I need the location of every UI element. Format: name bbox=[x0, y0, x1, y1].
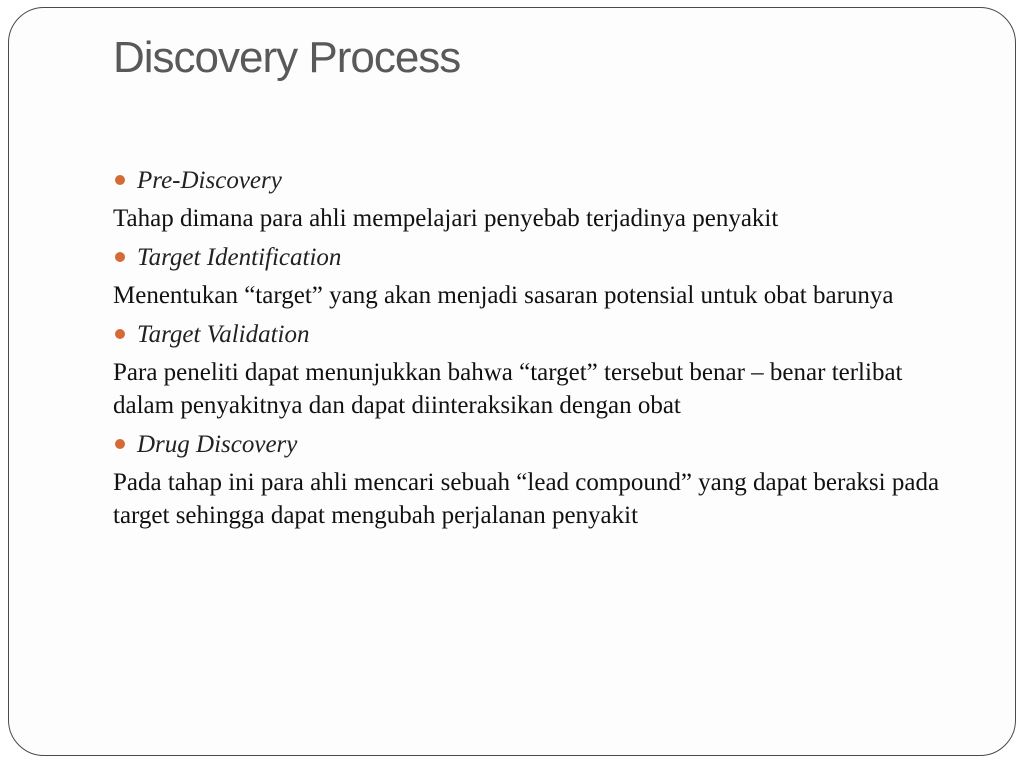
bullet-dot-icon bbox=[115, 439, 125, 449]
bullet-label: Target Identification bbox=[137, 244, 342, 271]
bullet-dot-icon bbox=[115, 175, 125, 185]
bullet-item-drug-discovery bbox=[113, 426, 963, 464]
bullet-description: Para peneliti dapat menunjukkan bahwa “target” tersebut benar – benar terlibat dalam penyakitnya dan dapat diinteraksikan dengan obat bbox=[113, 359, 903, 419]
bullet-label: Pre-Discovery bbox=[137, 167, 282, 194]
bullet-item-pre-discovery bbox=[113, 162, 963, 200]
bullet-dot-icon bbox=[115, 252, 125, 262]
slide-title: Discovery Process bbox=[113, 33, 461, 82]
bullet-item-target-validation bbox=[113, 316, 963, 354]
slide-content bbox=[113, 162, 963, 536]
bullet-description: Pada tahap ini para ahli mencari sebuah “lead compound” yang dapat beraksi pada target sehingga dapat mengubah perjalanan penyakit bbox=[113, 469, 940, 529]
bullet-item-target-identification bbox=[113, 239, 963, 277]
bullet-description: Tahap dimana para ahli mempelajari penyebab terjadinya penyakit bbox=[113, 205, 779, 232]
bullet-description: Menentukan “target” yang akan menjadi sasaran potensial untuk obat barunya bbox=[113, 282, 894, 309]
bullet-label: Target Validation bbox=[137, 321, 310, 348]
bullet-dot-icon bbox=[115, 329, 125, 339]
bullet-label: Drug Discovery bbox=[137, 431, 298, 458]
